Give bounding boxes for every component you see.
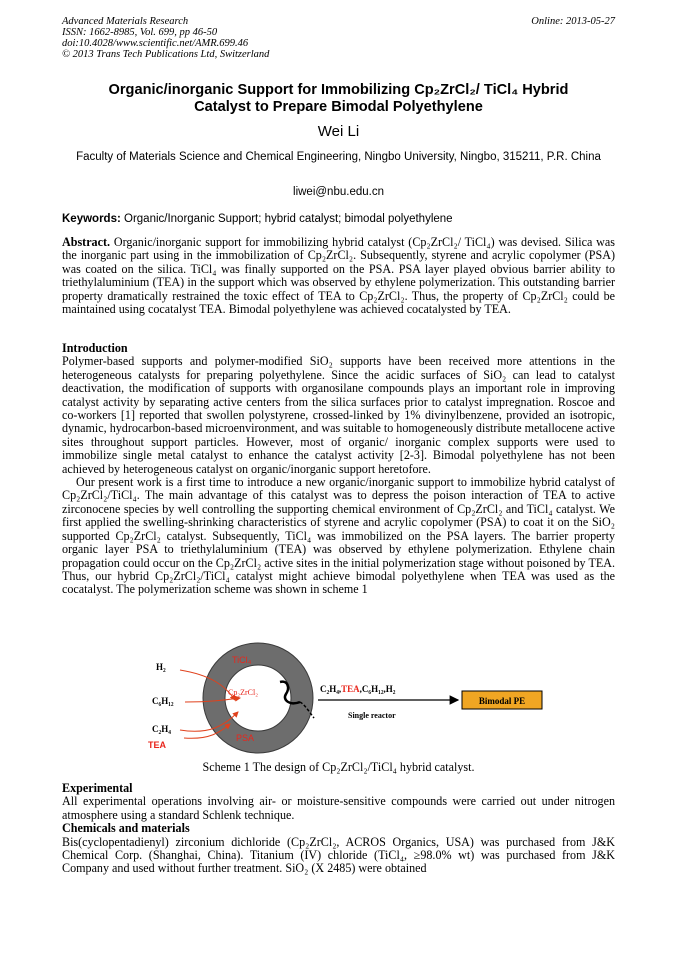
keywords	[62, 213, 615, 225]
c2h4-label: C₂H₄	[152, 724, 171, 734]
silica-core	[225, 665, 291, 731]
keywords-text: Organic/Inorganic Support; hybrid catalyst; bimodal polyethylene	[124, 213, 453, 225]
abstract	[62, 236, 615, 316]
experimental-text: All experimental operations involving air- or moisture-sensitive compounds were carried out under nitrogen atmosphere using a standard Schlenk technique.	[62, 794, 615, 822]
h2-label: H₂	[156, 662, 166, 672]
tea-label: TEA	[148, 740, 166, 750]
affiliation: Faculty of Materials Science and Chemical Engineering, Ningbo University, Ningbo, 315211, P.R. China	[76, 151, 601, 163]
feed-tea: TEA	[341, 684, 360, 694]
scheme-1-diagram	[140, 640, 560, 758]
title-line-2: Catalyst to Prepare Bimodal Polyethylene	[194, 99, 483, 115]
issn-line: ISSN: 1662-8985, Vol. 699, pp 46-50	[62, 27, 218, 38]
online-date: Online: 2013-05-27	[531, 16, 615, 27]
introduction-heading: Introduction	[62, 341, 128, 355]
introduction-paragraph-2: Our present work is a first time to introduce a new organic/inorganic support to immobilize hybrid catalyst of Cp₂ZrCl₂/TiCl₄. The main advantage of this catalyst was to depress the poison interaction of TEA to active zirconocene species by well controlling the supporting chemical environment of Cp₂ZrCl₂ and TiCl₄ catalyst. We first applied the swelling-shrinking characteristics of styrene and acrylic copolymer (PSA) to coat it on the SiO₂ supported Cp₂ZrCl₂ catalyst. Subsequently, TiCl₄ was immobilized on the PSA layers. The barrier property organic layer PSA to triethylaluminium (TEA) was observed by ethylene polymerization. Ethylene chain propagation could occur on the Cp₂ZrCl₂ active sites in the initial polymerization stage without poisoned by TEA. Thus, our hybrid Cp₂ZrCl₂/TiCl₄ catalyst might achieve bimodal polyethylene when TEA was used as the cocatalyst. The polymerization scheme was shown in scheme 1	[62, 475, 615, 597]
author-email: liwei@nbu.edu.cn	[293, 186, 384, 198]
experimental-heading: Experimental	[62, 781, 133, 795]
product-label: Bimodal PE	[478, 696, 526, 706]
abstract-label: Abstract.	[62, 235, 111, 249]
reactor-label: Single reactor	[348, 711, 396, 720]
journal-header	[62, 16, 422, 60]
c6h12-label: C₆H₁₂	[152, 696, 174, 706]
journal-name: Advanced Materials Research	[62, 16, 189, 27]
scheme-caption: Scheme 1 The design of Cp₂ZrCl₂/TiCl₄ hybrid catalyst.	[202, 760, 475, 774]
chemicals-heading: Chemicals and materials	[62, 821, 190, 836]
doi-line: doi:10.4028/www.scientific.net/AMR.699.46	[62, 38, 249, 49]
author-name: Wei Li	[317, 123, 360, 140]
experimental-section	[62, 782, 615, 876]
feed-post: ,C₆H₁₂,H₂	[359, 684, 396, 694]
keywords-label: Keywords:	[62, 213, 121, 225]
introduction-paragraph-1: Polymer-based supports and polymer-modified SiO₂ supports have been received more attentions in the heterogeneous catalysts for preparing polyethylene. Since the acidic surfaces of SiO₂ can lead to catalyst deactivation, the modification of supports with organosilane compounds plays an important role in improving catalyst activity by separating active centers from the silica surfaces prior to catalyst impregnation. Roscoe and co-workers [1] reported that swollen polystyrene, crossed-linked by 1% divinylbenzene, provided an isotropic, dynamic, hydrocarbon-based microenvironment, and was suitable to homogeneously distribute metallocene active sites throughout support particles. However, most of organic/ inorganic complex supports were used to immobilize single metal catalyst to enhance the catalyst activity [2-3]. Bimodal polyethylene has not been achieved by heterogeneous catalyst on organic/inorganic support heretofore.	[62, 354, 615, 476]
introduction-section	[62, 342, 615, 597]
ticl4-label: TiCl₄	[232, 655, 252, 665]
chemicals-text: Bis(cyclopentadienyl) zirconium dichloride (Cp₂ZrCl₂, ACROS Organics, USA) was purchased from J&K Chemical Corp. (Shanghai, China). Titanium (IV) chloride (TiCl₄, ≥98.0% wt) was purchased from J&K Company and used without further treatment. SiO₂ (X 2485) were obtained	[62, 834, 615, 876]
copyright-line: © 2013 Trans Tech Publications Ltd, Switzerland	[62, 49, 270, 60]
paper-title	[62, 82, 615, 116]
psa-label: PSA	[236, 733, 255, 743]
feed-label	[320, 684, 396, 694]
cp2zrcl2-label: Cp₂ZrCl₂	[228, 688, 259, 697]
feed-pre: C₂H₄,	[320, 684, 342, 694]
abstract-text: Organic/inorganic support for immobilizing hybrid catalyst (Cp₂ZrCl₂/ TiCl₄) was devised. Silica was the inorganic part using in the immobilization of Cp₂ZrCl₂. Subsequently, styrene and acrylic copolymer (PSA) was coated on the silica. TiCl₄ was finally supported on the PSA. PSA layer played obvious barrier ability to triethylaluminium (TEA) in the support which was observed by ethylene polymerization. This outstanding barrier property dramatically restrained the toxic effect of TEA to Cp₂ZrCl₂. Thus, the property of Cp₂ZrCl₂ could be maintained using cocatalyst TEA. Bimodal polyethylene was achieved cocatalysted by TEA.	[62, 235, 615, 317]
title-line-1: Organic/inorganic Support for Immobilizing Cp₂ZrCl₂/ TiCl₄ Hybrid	[108, 82, 569, 98]
